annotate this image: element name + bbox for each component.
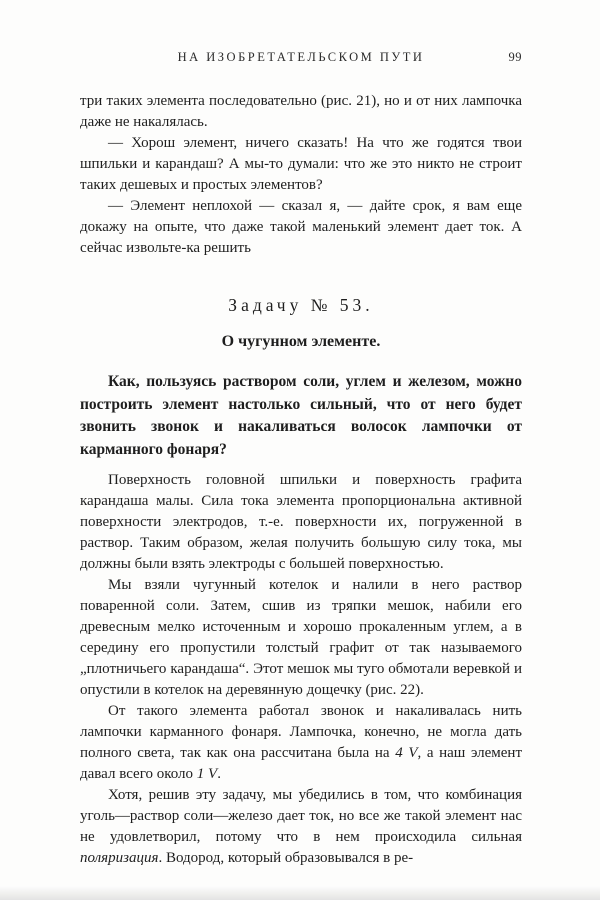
task-number-heading: Задачу № 53. xyxy=(228,295,374,315)
page-number: 99 xyxy=(508,50,522,64)
voltage-text-b: , а наш элемент давал всего около xyxy=(80,745,522,782)
polarization-text-b: . Водород, который образовывался в ре- xyxy=(158,850,414,866)
paragraph-continuation: три таких элемента последовательно (рис. 21), но и от них лампочка даже не накалялась. xyxy=(80,93,522,130)
voltage-text-a: От такого элемента работал звонок и накаливалась нить лампочки карманного фонаря. Лампочка, конечно, не могла дать полного света, так как она рассчитана была на xyxy=(80,703,522,761)
voltage-value-1v: 1 V xyxy=(196,766,218,782)
paragraph-surface: Поверхность головной шпильки и поверхность графита карандаша малы. Сила тока элемента пропорциональна активной поверхности электродов, т.-е. поверхности их, погруженной в раствор. Таким образом, желая получить большую силу тока, мы должны были взять электроды с большей поверхностью. xyxy=(80,472,522,572)
paragraph-voltage xyxy=(80,701,522,785)
paragraph-dialog-1: — Хорош элемент, ничего сказать! На что же годятся твои шпильки и карандаш? А мы-то думали: что же это никто не строит таких дешевых и простых элементов? xyxy=(80,135,522,193)
polarization-term: поляризация xyxy=(80,850,159,866)
paragraph-kettle: Мы взяли чугунный котелок и налили в него раствор поваренной соли. Затем, сшив из тряпки мешок, набили его древесным мелко источенным и хорошо прокаленным углем, а в середину его пропустили толстый графит от так называемого „плотничьего карандаша“. Этот мешок мы туго обмотали веревкой и опустили в котелок на деревянную дощечку (рис. 22). xyxy=(80,577,522,698)
paragraph-polarization xyxy=(80,785,522,869)
running-title: НА ИЗОБРЕТАТЕЛЬСКОМ ПУТИ xyxy=(177,50,425,64)
chapter-heading: О чугунном элементе. xyxy=(221,333,381,350)
running-head xyxy=(80,50,522,65)
voltage-text-c: . xyxy=(217,766,221,782)
problem-statement: Как, пользуясь раствором соли, углем и железом, можно построить элемент настолько сильный, что от него будет звонить звонок и накаливаться волосок лампочки от карманного фонаря? xyxy=(80,373,522,458)
body-text xyxy=(80,91,522,869)
voltage-value-4v: 4 V xyxy=(395,745,418,761)
paragraph-dialog-2: — Элемент неплохой — сказал я, — дайте срок, я вам еще докажу на опыте, что даже такой маленький элемент дает ток. А сейчас извольте-ка решить xyxy=(80,198,522,256)
polarization-text-a: Хотя, решив эту задачу, мы убедились в том, что комбинация уголь—раствор соли—железо дает ток, но все же такой элемент нас не удовлетворил, потому что в нем происходила сильная xyxy=(80,787,522,845)
